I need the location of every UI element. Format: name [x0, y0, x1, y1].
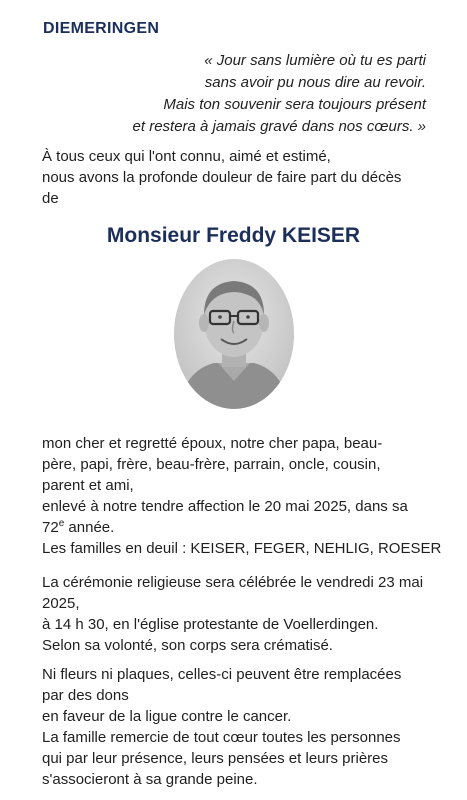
text-line: parent et ami, [42, 477, 134, 494]
donations-paragraph [42, 664, 442, 790]
text-line: Selon sa volonté, son corps sera crématisé. [42, 637, 333, 654]
text-line: père, papi, frère, beau-frère, parrain, oncle, cousin, [42, 456, 381, 473]
age-word: année. [64, 519, 115, 536]
place-heading: DIEMERINGEN [43, 20, 160, 37]
text-line: qui par leur présence, leurs pensées et leurs prières [42, 750, 389, 767]
intro-line: À tous ceux qui l'ont connu, aimé et estimé, [42, 148, 331, 165]
portrait-photo [174, 259, 294, 409]
portrait-illustration [174, 259, 294, 409]
text-line: La cérémonie religieuse sera célébrée le vendredi 23 mai [42, 574, 424, 591]
text-line: par des dons [42, 687, 129, 704]
text-line: mon cher et regretté époux, notre cher papa, beau- [42, 435, 383, 452]
poem-line: Mais ton souvenir sera toujours présent [163, 96, 426, 113]
deceased-name: Monsieur Freddy KEISER [106, 224, 361, 247]
intro-line: nous avons la profonde douleur de faire part du décès [42, 169, 402, 186]
announcement-paragraph [42, 433, 442, 559]
age-suffix: e [58, 518, 65, 529]
text-line: La famille remercie de tout cœur toutes les personnes [42, 729, 401, 746]
text-line: s'associeront à sa grande peine. [42, 771, 258, 788]
intro-text [42, 146, 432, 209]
text-line: 2025, [42, 595, 80, 612]
text-line: en faveur de la ligue contre le cancer. [42, 708, 292, 725]
intro-line: de [42, 190, 59, 207]
text-line: à 14 h 30, en l'église protestante de Voellerdingen. [42, 616, 379, 633]
poem-line: et restera à jamais gravé dans nos cœurs. » [132, 118, 426, 135]
age-number: 72 [42, 519, 59, 536]
text-line: Ni fleurs ni plaques, celles-ci peuvent être remplacées [42, 666, 402, 683]
text-line: enlevé à notre tendre affection le 20 mai 2025, dans sa [42, 498, 408, 515]
age-line [42, 517, 442, 538]
families-line: Les familles en deuil : KEISER, FEGER, NEHLIG, ROESER [42, 540, 442, 557]
poem-line: « Jour sans lumière où tu es parti [204, 52, 426, 69]
poem-line: sans avoir pu nous dire au revoir. [204, 74, 426, 91]
ceremony-paragraph [42, 572, 442, 656]
poem-quote [133, 50, 426, 138]
